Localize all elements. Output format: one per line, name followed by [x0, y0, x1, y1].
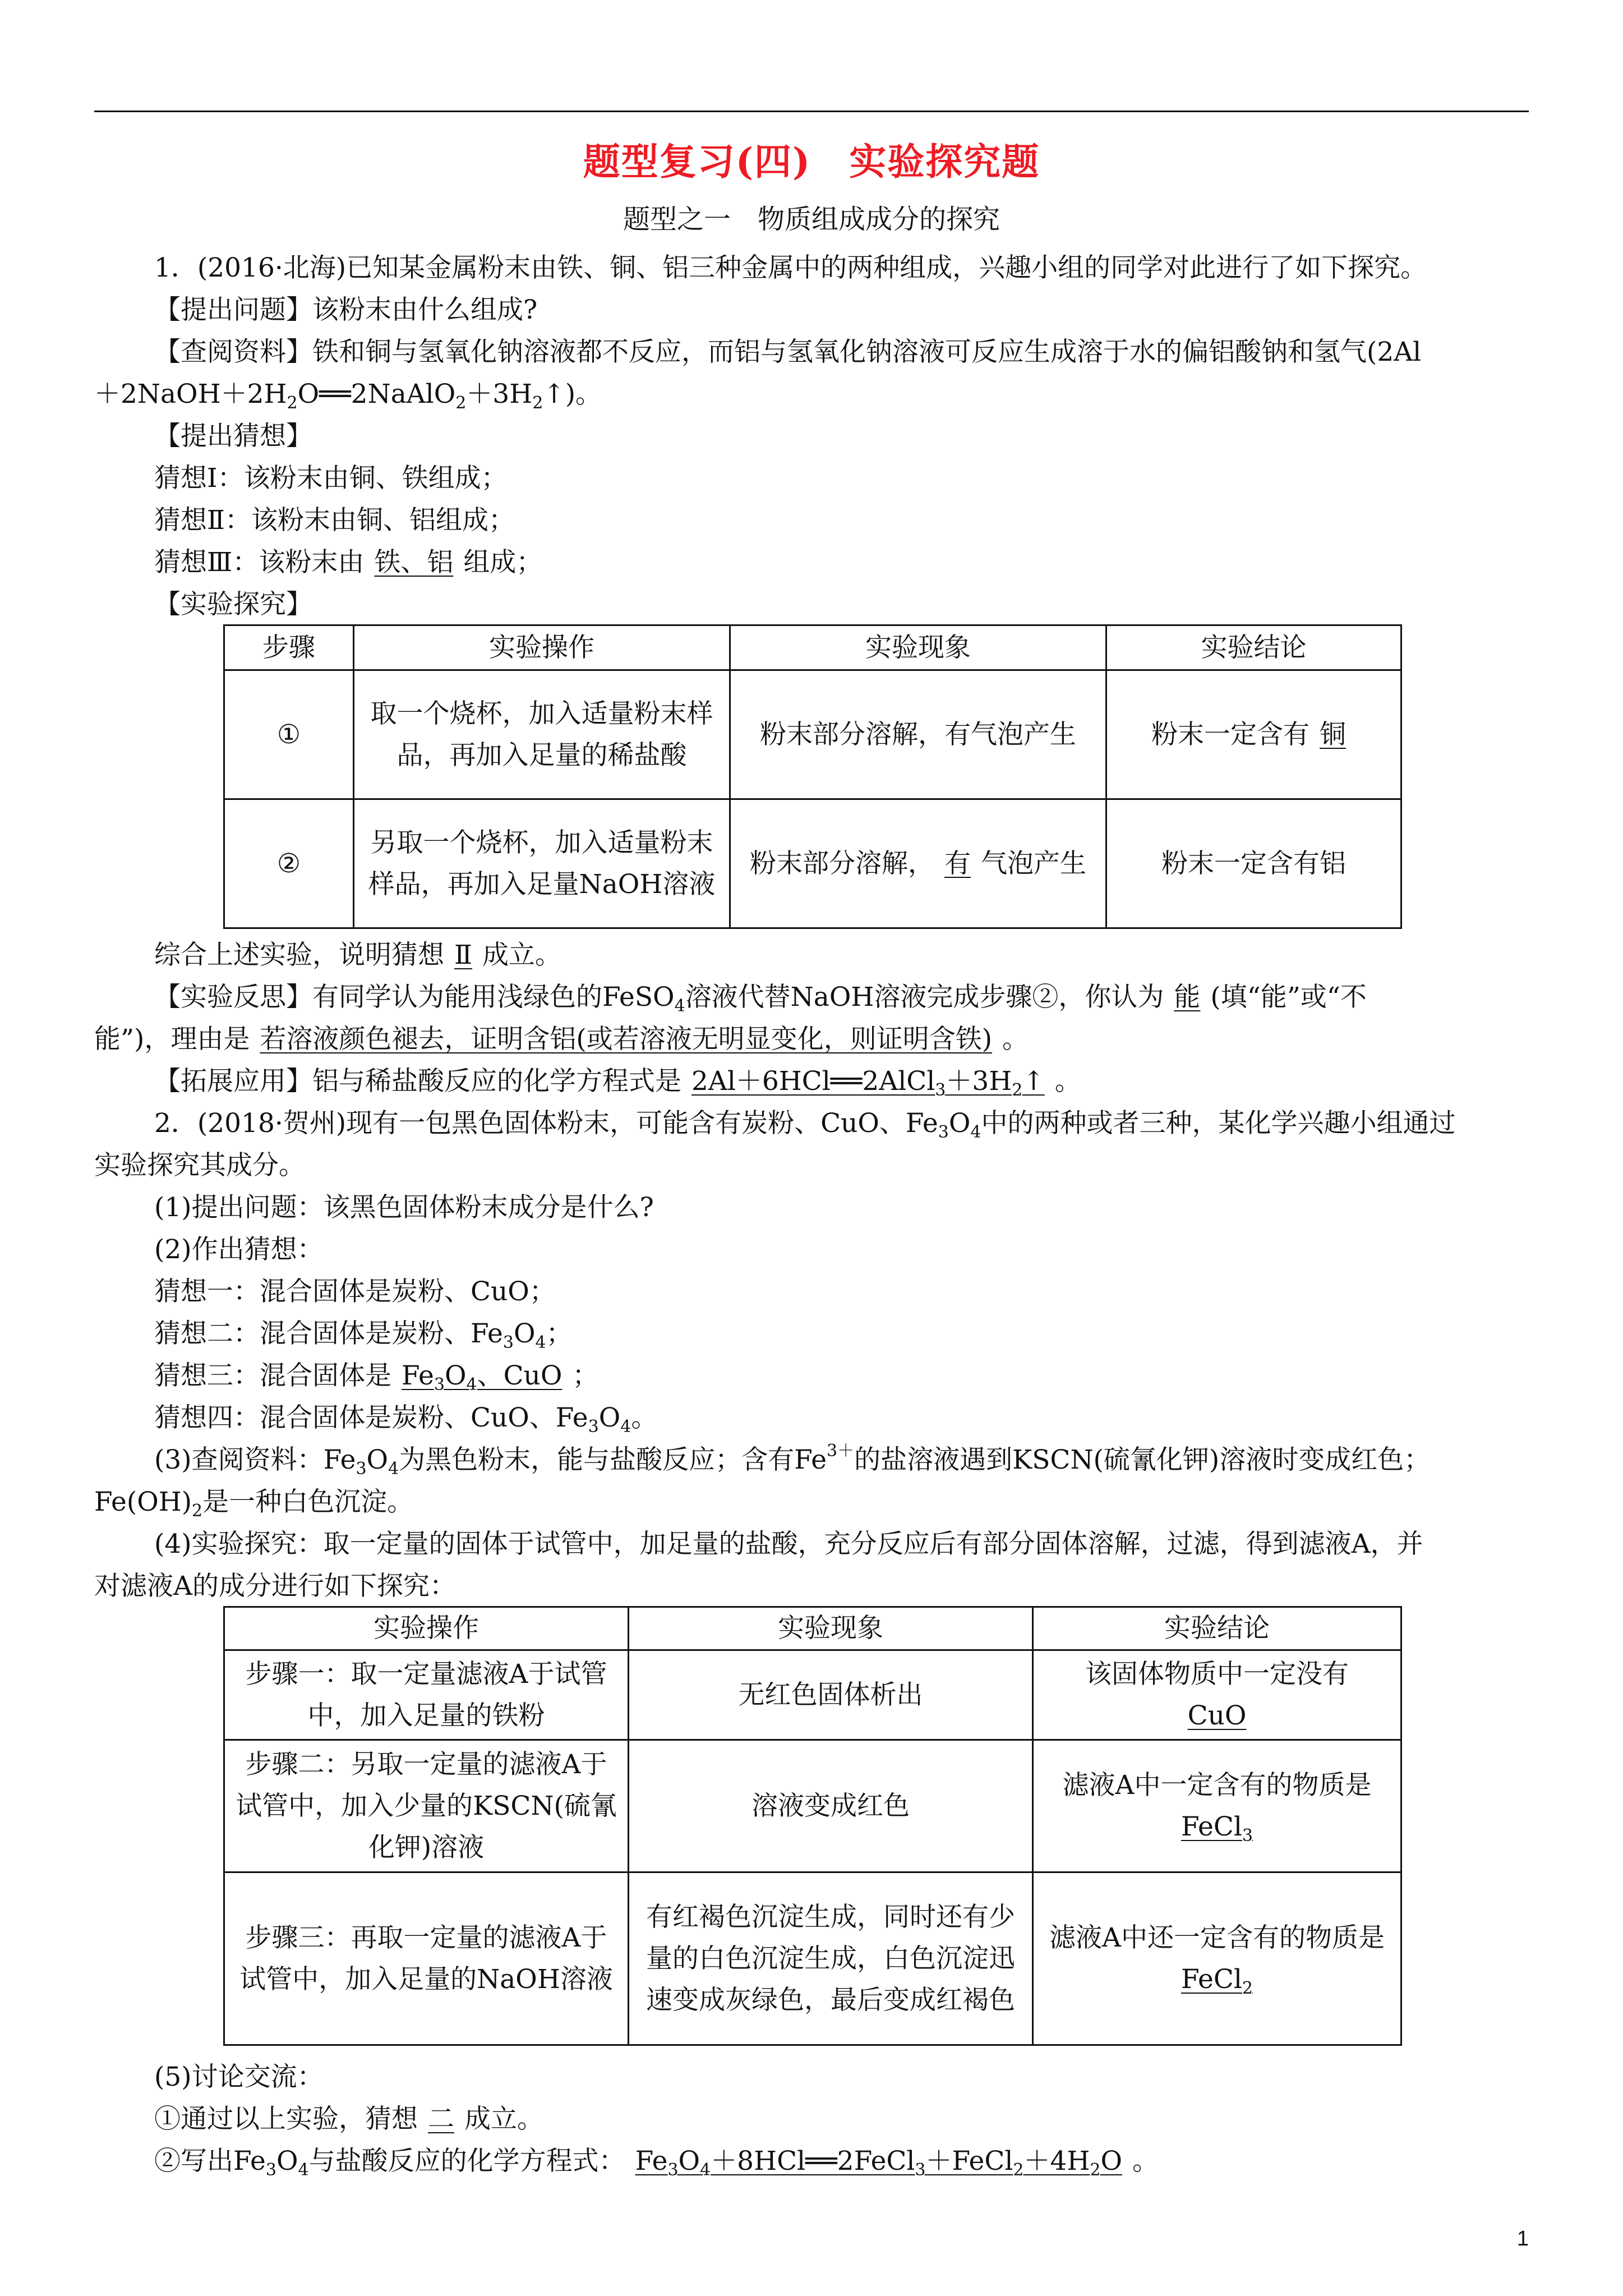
answer-blank: 铁、铝 [374, 547, 454, 578]
q1-experiment-heading: 【实验探究】 [154, 589, 312, 620]
answer-blank: $Fe_3O_4+8HCl══2FeCl_3+FeCl_2+4H_2O$ [635, 2146, 1122, 2180]
q2-part1: (1)提出问题：该黑色固体粉末成分是什么? [154, 1192, 654, 1223]
q1-info-line1: 【查阅资料】铁和铜与氢氧化钠溶液都不反应，而铝与氢氧化钠溶液可反应生成溶于水的偏铝酸钠和氢气(2Al [154, 337, 1422, 367]
q1-intro: 1．(2016·北海)已知某金属粉末由铁、铜、铝三种金属中的两种组成，兴趣小组的同学对此进行了如下探究。 [154, 252, 1427, 283]
answer-blank: CuO [1187, 1700, 1247, 1731]
answer-blank: 铜 [1320, 719, 1346, 750]
table-cell: 步骤一：取一定量滤液A于试管中，加入足量的铁粉 [224, 1650, 629, 1740]
table-header: 步骤 [224, 625, 354, 670]
table-row [224, 1650, 1401, 1740]
section-subtitle: 题型之一 物质组成成分的探究 [623, 204, 1000, 235]
q2-discussion-1: ①通过以上实验，猜想 二 成立。 [154, 2104, 543, 2134]
table-cell: 溶液变成红色 [629, 1740, 1033, 1872]
q1-reflection: 【实验反思】有同学认为能用浅绿色的FeSO$_4$溶液代替NaOH溶液完成步骤②，你认为 能 (填“能”或“不 [154, 982, 1367, 1016]
q1-guess-heading: 【提出猜想】 [154, 421, 312, 452]
q1-info-line2: $+2NaOH+2H_2O══2NaAlO_2+3H_2↑$)。 [94, 379, 602, 413]
q1-guess-3: 猜想Ⅲ：该粉末由 铁、铝 组成； [154, 547, 543, 578]
table-cell: 步骤二：另取一定量的滤液A于试管中，加入少量的KSCN(硫氰化钾)溶液 [224, 1740, 629, 1872]
answer-blank: FeCl$_3$ [1181, 1811, 1253, 1846]
q1-guess-1: 猜想Ⅰ：该粉末由铜、铁组成； [154, 463, 508, 494]
table-cell: 取一个烧杯，加入适量粉末样品，再加入足量的稀盐酸 [354, 670, 730, 799]
table-cell: 无红色固体析出 [629, 1650, 1033, 1740]
table-header: 实验结论 [1033, 1607, 1401, 1650]
q1-extension: 【拓展应用】铝与稀盐酸反应的化学方程式是 $2Al+6HCl══2AlCl_3+3H_2↑$ 。 [154, 1066, 1081, 1100]
table-cell: 有红褐色沉淀生成，同时还有少量的白色沉淀生成，白色沉淀迅速变成灰绿色，最后变成红褐色 [629, 1872, 1033, 2045]
q1-reason: 能”)，理由是 若溶液颜色褪去，证明含铝(或若溶液无明显变化，则证明含铁) 。 [94, 1024, 1029, 1055]
table-header-row [224, 1607, 1401, 1650]
table-cell: 该固体物质中一定没有 CuO [1033, 1650, 1401, 1740]
q2-guess-2: 猜想二：混合固体是炭粉、$Fe_3O_4$； [154, 1318, 573, 1352]
table-cell: 滤液A中还一定含有的物质是 FeCl$_2$ [1033, 1872, 1401, 2045]
answer-blank: 能 [1174, 982, 1201, 1013]
table-header-row [224, 625, 1401, 670]
table-header: 实验现象 [629, 1607, 1033, 1650]
header-rule [94, 111, 1529, 112]
table-row [224, 1872, 1401, 2045]
q2-guess-3: 猜想三：混合固体是 $Fe_3O_4$、CuO ； [154, 1360, 599, 1395]
answer-blank: FeCl$_2$ [1181, 1963, 1253, 1998]
table-cell: 粉末部分溶解，有气泡产生 [730, 670, 1106, 799]
q2-part5: (5)讨论交流： [154, 2062, 324, 2092]
q2-part4: (4)实验探究：取一定量的固体于试管中，加足量的盐酸，充分反应后有部分固体溶解，过滤，得到滤液A，并 [154, 1529, 1423, 1559]
q1-question: 【提出问题】该粉末由什么组成? [154, 295, 538, 325]
q1-guess-2: 猜想Ⅱ：该粉末由铜、铝组成； [154, 505, 515, 536]
table-header: 实验操作 [224, 1607, 629, 1650]
page-title: 题型复习(四) 实验探究题 [583, 140, 1040, 183]
q2-part2: (2)作出猜想： [154, 1234, 324, 1265]
table-cell: 粉末部分溶解， 有 气泡产生 [730, 799, 1106, 928]
page-number: 1 [1516, 2227, 1529, 2251]
table-cell: 滤液A中一定含有的物质是 FeCl$_3$ [1033, 1740, 1401, 1872]
table-row [224, 670, 1401, 799]
q2-part4-line2: 对滤液A的成分进行如下探究： [94, 1571, 456, 1602]
table-header: 实验操作 [354, 625, 730, 670]
table-header: 实验结论 [1106, 625, 1401, 670]
answer-blank: 有 [944, 848, 971, 879]
table-row [224, 1740, 1401, 1872]
q2-intro-line2: 实验探究其成分。 [94, 1150, 305, 1181]
table-row [224, 799, 1401, 928]
table-cell: 粉末一定含有 铜 [1106, 670, 1401, 799]
q2-intro: 2．(2018·贺州)现有一包黑色固体粉末，可能含有炭粉、CuO、$Fe_3O_4$中的两种或者三种，某化学兴趣小组通过 [154, 1108, 1456, 1142]
q2-guess-1: 猜想一：混合固体是炭粉、CuO； [154, 1276, 556, 1307]
table-header: 实验现象 [730, 625, 1106, 670]
answer-blank: 二 [428, 2104, 454, 2134]
q2-experiment-table [223, 1606, 1402, 2046]
answer-blank: 若溶液颜色褪去，证明含铝(或若溶液无明显变化，则证明含铁) [260, 1024, 993, 1055]
q1-experiment-table [223, 624, 1402, 929]
q2-part3: (3)查阅资料：$Fe_3O_4$为黑色粉末，能与盐酸反应；含有$Fe^{3+}$的盐溶液遇到KSCN(硫氰化钾)溶液时变成红色； [154, 1441, 1431, 1479]
table-cell: 另取一个烧杯，加入适量粉末样品，再加入足量NaOH溶液 [354, 799, 730, 928]
answer-blank: $Fe_3O_4$、CuO [402, 1360, 562, 1395]
answer-blank: $2Al+6HCl══2AlCl_3+3H_2↑$ [691, 1066, 1045, 1100]
q1-summary: 综合上述实验，说明猜想 Ⅱ 成立。 [154, 940, 561, 970]
table-cell: 步骤三：再取一定量的滤液A于试管中，加入足量的NaOH溶液 [224, 1872, 629, 2045]
q2-discussion-2: ②写出$Fe_3O_4$与盐酸反应的化学方程式： $Fe_3O_4+8HCl══2FeCl_3+FeCl_2+4H_2O$ 。 [154, 2146, 1159, 2180]
table-cell: ② [224, 799, 354, 928]
table-cell: ① [224, 670, 354, 799]
table-cell: 粉末一定含有铝 [1106, 799, 1401, 928]
q2-guess-4: 猜想四：混合固体是炭粉、CuO、$Fe_3O_4$。 [154, 1402, 658, 1437]
answer-blank: Ⅱ [454, 940, 472, 970]
q2-part3-line2: $Fe(OH)_2$是一种白色沉淀。 [94, 1487, 414, 1521]
